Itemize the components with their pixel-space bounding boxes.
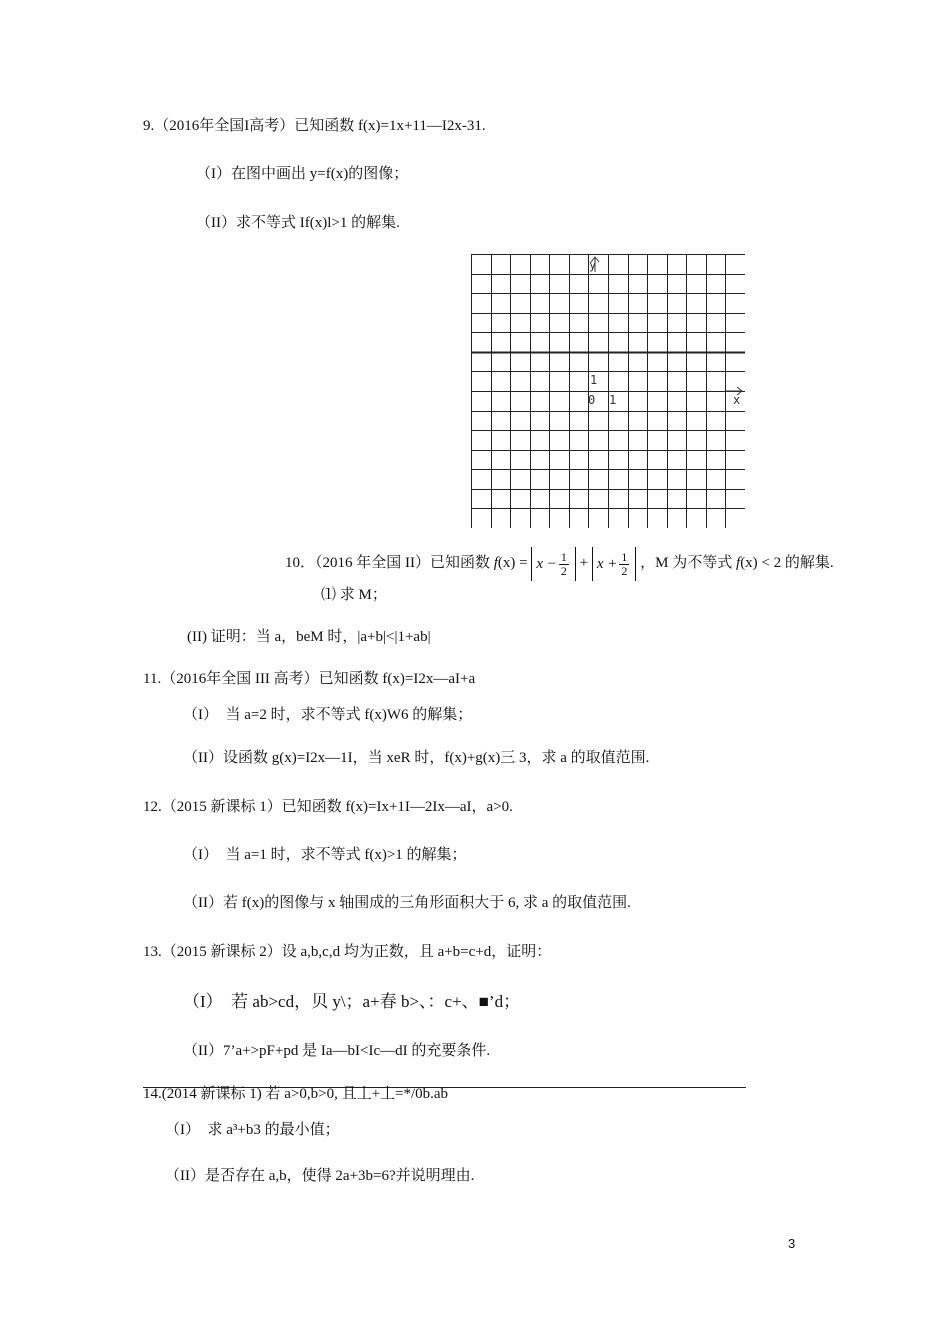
q14-title: 14.(2014 新课标 1) 若 a>0,b>0, 且丄+丄=*/0b.ab bbox=[143, 1086, 449, 1102]
origin-label: 0 bbox=[588, 393, 596, 407]
y-unit-label: 1 bbox=[590, 373, 598, 387]
q9-part2: （II）求不等式 If(x)l>1 的解集. bbox=[196, 215, 400, 231]
q9-title: 9.（2016年全国I高考）已知函数 f(x)=1x+11—I2x-31. bbox=[143, 118, 486, 134]
q10-abs1: x − $\frac{1}{2}$ bbox=[531, 547, 576, 581]
q10-statement bbox=[285, 546, 834, 581]
q13-part2: （II）7’a+>pF+pd 是 Ia—bI<Ic—dI 的充要条件. bbox=[183, 1043, 491, 1059]
q14-part2: （II）是否存在 a,b，使得 2a+3b=6?并说明理由. bbox=[165, 1168, 475, 1184]
q10-part2: (II) 证明：当 a，beM 时，|a+b|<|1+ab| bbox=[187, 629, 431, 645]
q12-part1: （I） 当 a=1 时，求不等式 f(x)>1 的解集； bbox=[183, 847, 467, 863]
page-number: 3 bbox=[788, 1236, 796, 1251]
q10-m-text: ，M 为不等式 bbox=[640, 555, 733, 571]
grid-svg bbox=[471, 254, 745, 528]
q11-part1: （I） 当 a=2 时，求不等式 f(x)W6 的解集； bbox=[183, 707, 473, 723]
q13-title: 13.（2015 新课标 2）设 a,b,c,d 均为正数，且 a+b=c+d，证明： bbox=[143, 944, 552, 960]
coordinate-grid-figure bbox=[471, 254, 745, 528]
q11-part2: （II）设函数 g(x)=I2x—1I，当 xeR 时，f(x)+g(x)三 3，求 a 的取值范围. bbox=[183, 750, 650, 766]
q10-eq: = bbox=[519, 555, 528, 571]
q10-lead: 10．（2016 年全国 II）已知函数 bbox=[285, 555, 490, 571]
q14-part1: （I） 求 a³+b3 的最小值； bbox=[165, 1122, 340, 1138]
q10-frac2: $\frac{1}{2}$ bbox=[621, 549, 628, 578]
q11-title: 11.（2016年全国 III 高考）已知函数 f(x)=I2x—aI+a bbox=[143, 671, 476, 687]
q10-part1: ⑴ 求 M； bbox=[321, 587, 387, 603]
q10-frac1: $\frac{1}{2}$ bbox=[560, 549, 567, 578]
q12-title: 12.（2015 新课标 1）已知函数 f(x)=Ix+1I—2Ix—aI，a>0. bbox=[143, 799, 513, 815]
x-axis-label: x bbox=[733, 393, 741, 407]
q10-f: f bbox=[493, 555, 498, 571]
q12-part2: （II）若 f(x)的图像与 x 轴围成的三角形面积大于 6, 求 a 的取值范围. bbox=[183, 895, 631, 911]
q10-x: (x) bbox=[497, 555, 516, 571]
q10-abs2: x + $\frac{1}{2}$ bbox=[592, 547, 637, 581]
q10-plus: + bbox=[579, 555, 589, 571]
y-axis-label: y bbox=[589, 258, 597, 272]
q10-x2: (x) bbox=[740, 555, 758, 571]
q10-f2: f bbox=[736, 555, 741, 571]
q13-part1: （I） 若 ab>cd，贝 y\；a+春 b>、：c+、■’d； bbox=[183, 992, 521, 1011]
q9-part1: （I）在图中画出 y=f(x)的图像； bbox=[196, 166, 409, 182]
x-unit-label: 1 bbox=[609, 393, 617, 407]
q10-lt: < 2 的解集. bbox=[761, 555, 834, 571]
